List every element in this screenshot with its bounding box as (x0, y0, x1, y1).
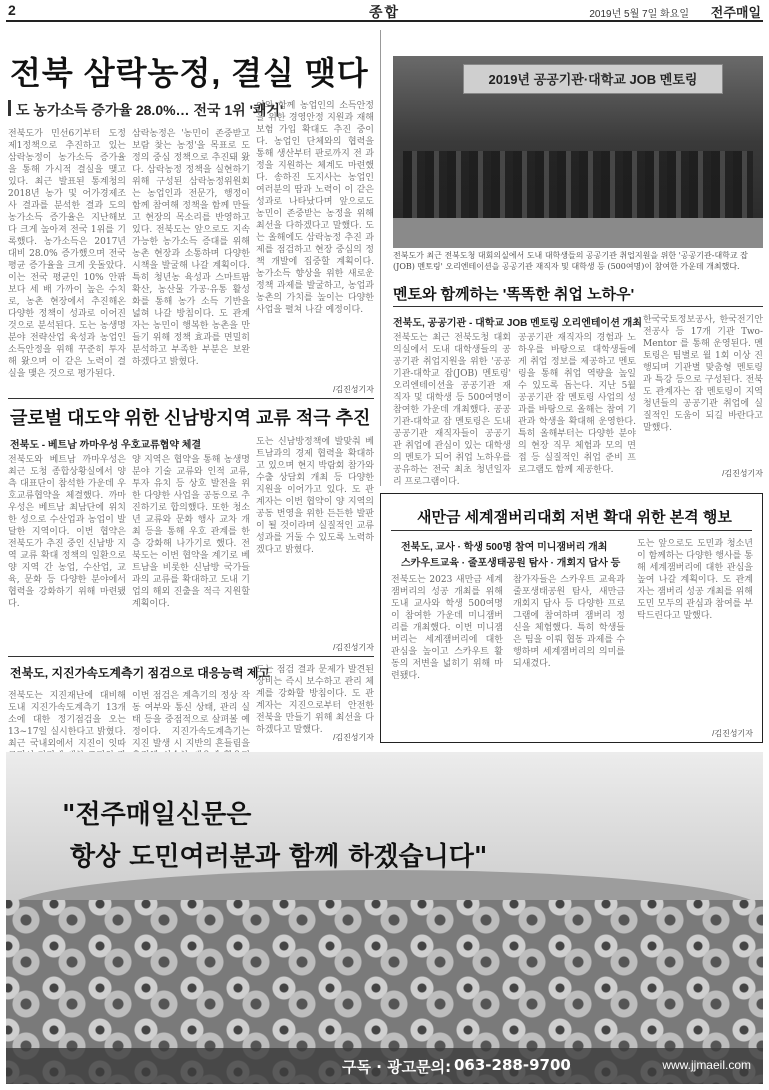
page-number: 2 (8, 2, 16, 18)
issue-date: 2019년 5월 7일 화요일 (589, 9, 689, 20)
mentor-body-col1: 전북도는 최근 전북도청 대회의실에서 도내 대학생들의 공공기관 취업지원을 위한 '공공기관-대학교 잡(JOB) 멘토링' 오리엔테이션을 공공기관 재직자 및 대학생 등 500여명이 참여한 가운데 개최했다. 공공기관-대학교 잡 멘토링은 도내 공공기관 재직자들이 공공기관 취업에 관심이 있는 대학생의 멘토가 되어 취업 노하우를 공유하는 전국 최초 청년일자리 프로그램이다. (393, 333, 511, 487)
global-body-col3: 도는 신남방정책에 발맞춰 베트남과의 경제 협력을 확대하고 있으며 현지 박람회 참가와 수출 상담회 개최 등 다양한 지원을 이어가고 있다. 도 관계자는 이번 협약이 양 지역의 공동 번영을 위한 든든한 발판이 될 것이라며 실질적인 교류 성과를 거둘 수 있도록 노력하겠다고 밝혔다. (256, 437, 374, 555)
main-byline: /김진성기자 (333, 385, 374, 394)
seismic-headline: 전북도, 지진가속도계측기 점검으로 대응능력 제고 (10, 666, 271, 680)
photo-caption: 전북도가 최근 전북도청 대회의실에서 도내 대학생들의 공공기관 취업지원을 위한 '공공기관-대학교 잡(JOB) 멘토링' 오리엔테이션을 공공기관 재직자 및 대학생 등 (500여명)이 참여한 가운데 개최했다. (393, 251, 748, 271)
advert-footer (6, 1048, 763, 1084)
main-subhead: 도 농가소득 증가율 28.0%… 전국 1위 '쾌거' (16, 102, 284, 118)
event-photo (393, 56, 763, 248)
jamboree-headline: 새만금 세계잼버리대회 저변 확대 위한 본격 행보 (417, 509, 732, 526)
global-body-col1: 전북도와 베트남 까마우성은 최근 도청 종합상황실에서 양측 대표단이 참석한 가운데 우호교류협약을 체결했다. 까마우성은 베트남 최남단에 위치한 성으로 수산업과 농업이 발달한 지역이다. 이번 협약은 전북도가 추진 중인 신남방 지역 교류 확대 정책의 일환으로 양 지역 간 농업, 수산업, 교육, 문화 등 다양한 분야에서 협력을 강화하기 위해 마련됐다. (8, 455, 126, 609)
seismic-body-col2: 이번 점검은 계측기의 정상 작동 여부와 통신 상태, 관리 실태 등을 중점적으로 살펴볼 예정이다. 지진가속도계측기는 지진 발생 시 지반의 흔들림을 (132, 691, 250, 749)
global-byline: /김진성기자 (333, 643, 374, 652)
global-rule-top (8, 398, 374, 399)
subhead-bar (8, 100, 11, 116)
jamboree-body-col3: 도는 앞으로도 도민과 청소년이 함께하는 다양한 행사를 통해 세계잼버리에 대한 관심을 높여 나갈 계획이다. 도 관계자는 잼버리 성공 개최를 위해 도민 모두의 관심과 참여를 부탁드린다고 말했다. (637, 539, 753, 621)
main-headline: 전북 삼락농정, 결실 맺다 (10, 55, 369, 91)
global-subhead: 전북도 - 베트남 까마우성 우호교류협약 체결 (10, 440, 202, 451)
advert-phone: 063-288-9700 (454, 1056, 571, 1074)
global-headline: 글로벌 대도약 위한 신남방지역 교류 적극 추진 (10, 408, 371, 428)
mentor-headline: 멘토와 함께하는 '똑똑한 취업 노하우' (393, 286, 635, 303)
mentor-body-col2: 공공기관 재직자의 경험과 노하우를 바탕으로 대학생들에게 취업 정보를 제공하고 멘토링을 통해 취업 역량을 높일 수 있도록 돕는다. 지난 5월 공공기관 잡 멘토링 사업의 성과를 바탕으로 올해는 참여 기관과 학생을 확대해 운영한다. 특히 올해부터는 다양한 분야의 현장 직무 체험과 모의 면접 등 실질적인 취업 준비 프로그램도 함께 제공한다. (518, 333, 636, 475)
advert-contact-label: 구독 · 광고문의: (342, 1058, 452, 1076)
seismic-body-col3: 도는 점검 결과 문제가 발견된 장비는 즉시 보수하고 관리 체계를 강화할 방침이다. 도 관계자는 지진으로부터 안전한 전북을 만들기 위해 최선을 다하겠다고 말했다. (256, 665, 374, 735)
seismic-body-col1: 전북도는 지진재난에 대비해 도내 지진가속도계측기 13개소에 대한 정기점검을 오는 13~17일 실시한다고 밝혔다. 최근 국내외에서 지진이 잇따 (8, 691, 126, 749)
jamboree-box (380, 493, 763, 743)
seismic-byline: /김진성기자 (333, 733, 374, 742)
newspaper-brand: 전주매일 (710, 5, 761, 20)
advert-line2: 항상 도민여러분과 함께 하겠습니다" (70, 842, 488, 872)
mentor-subhead: 전북도, 공공기관 - 대학교 JOB 멘토링 오리엔테이션 개최 (393, 318, 642, 329)
section-title: 종합 (368, 4, 401, 20)
photo-crowd (403, 151, 753, 221)
masthead (6, 0, 763, 22)
jamboree-body-col1: 전북도는 2023 새만금 세계잼버리의 성공 개최를 위해 도내 교사와 학생 500여명이 참여한 가운데 미니잼버리를 개최했다. 이번 미니잼버리는 세계잼버리에 대한 관심을 높이고 스카우트 활동의 저변을 넓히기 위해 마련됐다. (391, 575, 503, 681)
mentor-byline: /김진성기자 (722, 469, 763, 478)
jamboree-rule (391, 530, 752, 531)
jamboree-subhead1: 전북도, 교사 · 학생 500명 참여 미니잼버리 개최 (401, 542, 608, 553)
global-body-col2: 양 지역은 협약을 통해 농생명 분야 기술 교류와 인적 교류, 투자 유치 등 상호 발전을 위한 다양한 사업을 공동으로 추진하기로 합의했다. 또한 청소년 교류와 문화 행사 교차 개최 등을 통해 우호 관계를 한층 강화해 나가기로 했다. 전북도는 이번 협약을 계기로 베트남을 비롯한 신남방 국가들과의 교류를 확대하고 도내 기업의 해외 진출을 적극 지원할 계획이다. (132, 455, 250, 609)
jamboree-byline: /김진성기자 (712, 729, 753, 738)
sunflower-advert (6, 752, 763, 1084)
jamboree-subhead2: 스카우트교육 · 줄포생태공원 탐사 · 개회지 답사 등 (401, 558, 621, 569)
photo-floor (393, 218, 763, 248)
advert-line1: "전주매일신문은 (62, 800, 252, 830)
main-body-col1: 전북도가 민선6기부터 도정 제1정책으로 추진하고 있는 삼락농정이 농가소득 증가율을 통해 가시적 결실을 맺고 있다. 최근 발표된 통계청의 2018년 농가 및 어가경제조사 결과를 분석한 결과 도의 농가소득 증가율은 지난해보다 크게 높아져 전국 1위를 기록했다. 농가소득은 2017년 대비 28.0% 증가했으며 전국 평균 증가율을 크게 웃돌았다. 이는 전국 평균인 10% 안팎보다 세 배 가까이 높은 수치로, 농촌 현장에서 추진해온 다양한 정책이 성과로 이어진 것으로 분석된다. 도는 농생명 분야 전략산업 육성과 농업인 소득안정을 위해 꾸준히 투자해 왔으며 이 같은 노력이 결실을 맺은 것으로 평가된다. (8, 129, 126, 379)
mentor-rule (393, 306, 763, 307)
column-divider (380, 30, 381, 486)
advert-url[interactable]: www.jjmaeil.com (662, 1058, 751, 1072)
jamboree-body-col2: 참가자들은 스카우트 교육과 줄포생태공원 탐사, 새만금 개회지 답사 등 다양한 프로그램에 참여하며 잼버리 정신을 체험했다. 특히 학생들은 팀을 이뤄 협동 과제를 수행하며 세계잼버리의 의미를 되새겼다. (513, 575, 625, 669)
photo-banner: 2019년 공공기관·대학교 JOB 멘토링 (463, 64, 723, 94)
main-body-col3: 이와 함께 농업인의 소득안정을 위한 경영안정 지원과 재해보험 가입 확대도 추진 중이다. 농업인 단체와의 협력을 통해 생산부터 판로까지 전 과정을 지원하는 체계도 마련했다. 송하진 도지사는 농업인 여러분의 땀과 노력이 이 같은 성과로 나타났다며 앞으로도 농민이 존중받는 농정을 위해 최선을 다하겠다고 말했다. 도는 올해에도 삼락농정 추진 과제를 점검하고 현장 중심의 정책 개발에 집중할 계획이다. 농가소득 향상을 위한 새로운 정책 과제를 발굴하고, 농업과 농촌의 가치를 높이는 다양한 사업을 펼쳐 나갈 예정이다. (256, 101, 374, 315)
mentor-body-col3: 한국국토정보공사, 한국전기안전공사 등 17개 기관 Two-Mentor 를 통해 운영된다. 멘토링은 팀별로 월 1회 이상 진행되며 기관별 맞춤형 멘토링과 특강 등으로 구성된다. 전북도 관계자는 잡 멘토링이 지역 청년들의 공공기관 취업에 실질적인 도움이 되길 바란다고 말했다. (643, 315, 763, 433)
seismic-rule-top (8, 656, 374, 657)
main-body-col2: 삼락농정은 '농민이 존중받고 보람 찾는 농정'을 목표로 도정의 중심 정책으로 추진돼 왔다. 삼락농정 정책을 실현하기 위해 구성된 삼락농정위원회는 농업인과 전문가, 행정이 함께 참여해 정책을 함께 만들고 현장의 목소리를 반영하고 있다. 전북도는 앞으로도 지속 가능한 농가소득 증대를 위해 농촌 현장과 소통하며 다양한 시책을 발굴해 나갈 계획이다. 특히 청년농 육성과 스마트팜 확산, 농산물 가공·유통 활성화를 통해 농가 소득 기반을 넓혀 나갈 방침이다. 도 관계자는 농민이 행복한 농촌을 만들기 위해 정책 효과를 면밀히 분석하고 부족한 부분은 보완하겠다고 밝혔다. (132, 129, 250, 367)
